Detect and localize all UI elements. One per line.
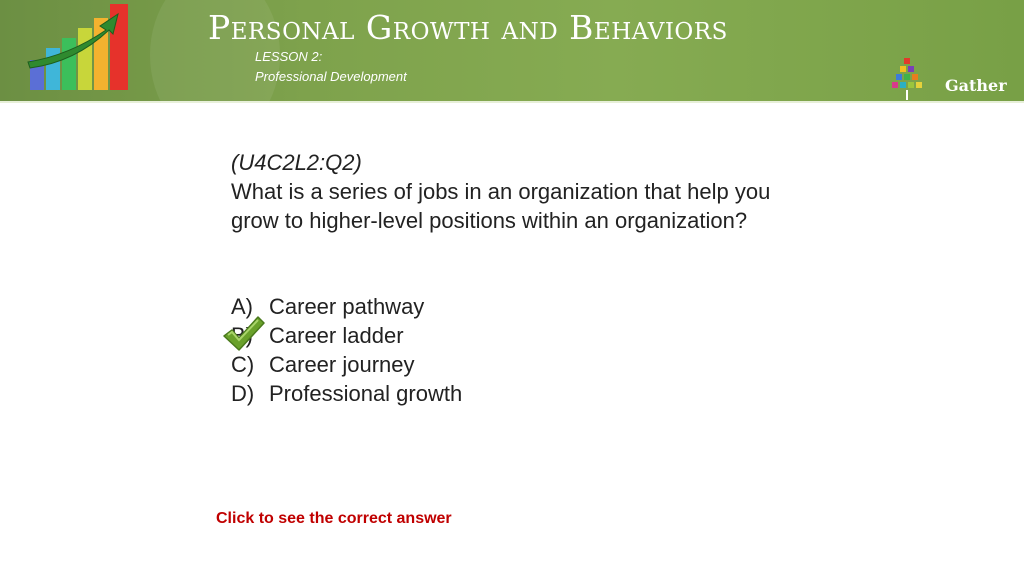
option-c[interactable]: [231, 350, 462, 379]
lesson-name: Professional Development: [255, 69, 407, 84]
header-banner: [0, 0, 1024, 103]
option-d[interactable]: [231, 379, 462, 408]
page-title: Personal Growth and Behaviors: [208, 8, 728, 47]
option-text: Career pathway: [269, 294, 425, 319]
bar-chart-logo: [20, 0, 160, 100]
option-letter: A): [231, 294, 253, 319]
brand-name: Gather: [945, 76, 1007, 95]
question-block: [231, 148, 791, 235]
gather-logo: [892, 58, 924, 100]
option-text: Career ladder: [269, 323, 404, 348]
lesson-info: [255, 47, 407, 87]
show-answer-link[interactable]: Click to see the correct answer: [216, 510, 452, 527]
question-code: (U4C2L2:Q2): [231, 150, 362, 175]
check-icon: [222, 314, 266, 354]
option-text: Career journey: [269, 352, 415, 377]
option-text: Professional growth: [269, 381, 463, 406]
option-letter: C): [231, 352, 255, 377]
question-text: What is a series of jobs in an organization that help you grow to higher-level positions within an organization?: [231, 179, 771, 233]
lesson-label: LESSON 2:: [255, 49, 323, 64]
option-letter: D): [231, 381, 255, 406]
